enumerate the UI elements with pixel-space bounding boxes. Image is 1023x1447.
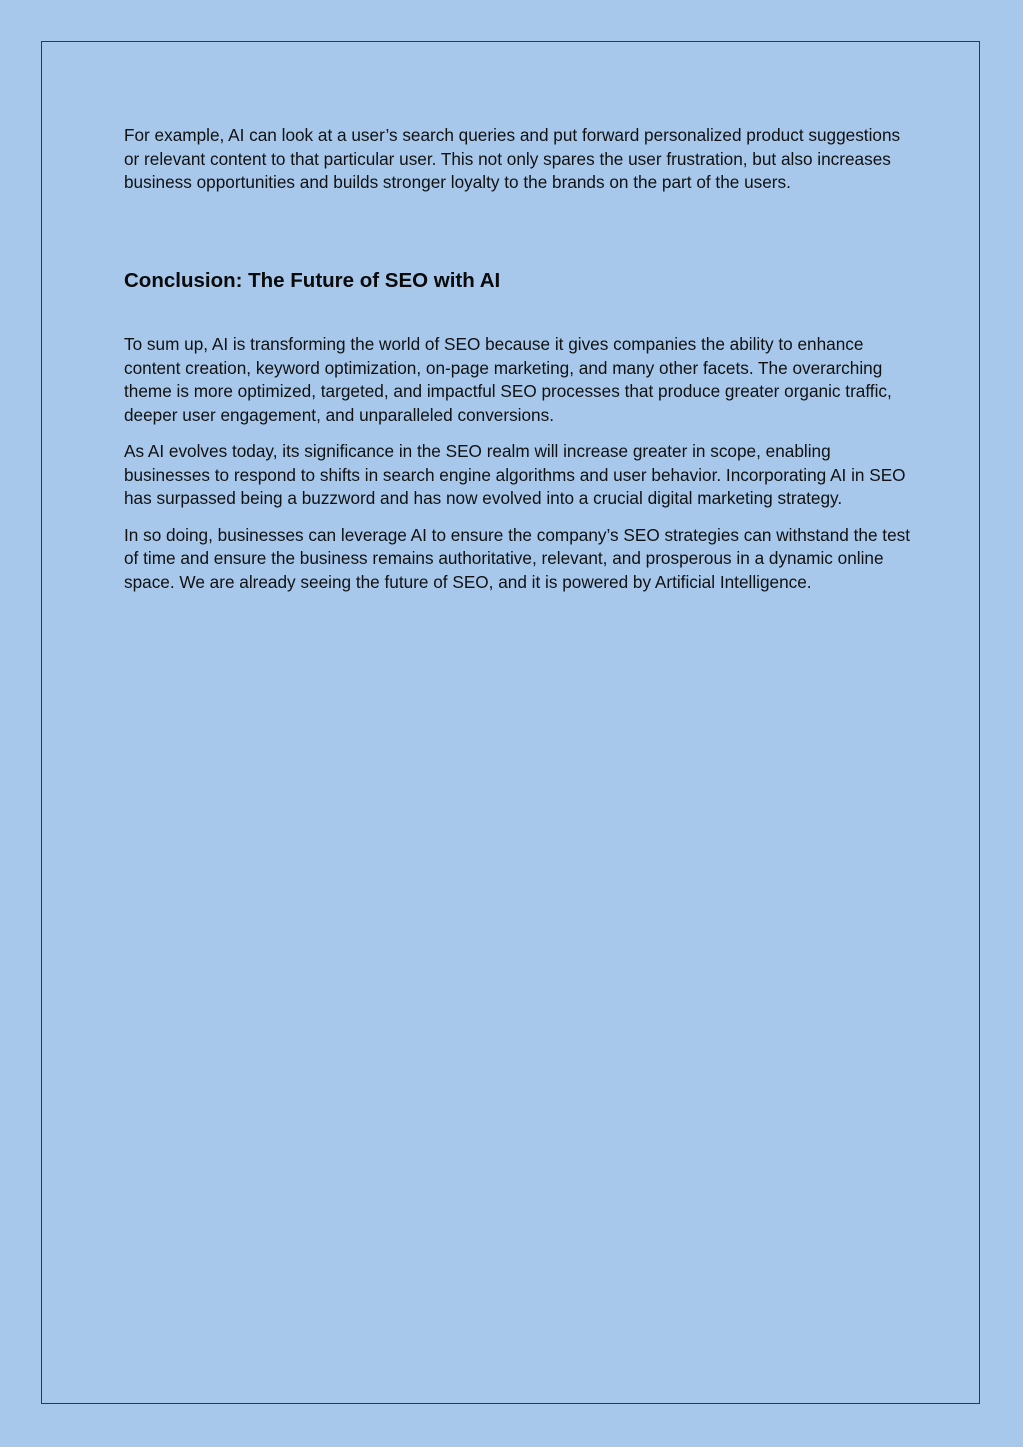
document-content bbox=[124, 124, 914, 592]
conclusion-body bbox=[124, 333, 914, 594]
conclusion-paragraph-1: To sum up, AI is transforming the world of SEO because it gives companies the ability to enhance content creation, keyword optimization, on-page marketing, and many other facets. The overarching theme is more optimized, targeted, and impactful SEO processes that produce greater organic traffic, deeper user engagement, and unparalleled conversions. bbox=[124, 334, 892, 425]
conclusion-paragraph-2: As AI evolves today, its significance in the SEO realm will increase greater in scope, enabling businesses to respond to shifts in search engine algorithms and user behavior. Incorporating AI in SEO has surpassed being a buzzword and has now evolved into a crucial digital marketing strategy. bbox=[124, 441, 906, 508]
section-heading: Conclusion: The Future of SEO with AI bbox=[124, 269, 501, 292]
intro-paragraph: For example, AI can look at a user’s search queries and put forward personalized product suggestions or relevant content to that particular user. This not only spares the user frustration, but also increases business opportunities and builds stronger loyalty to the brands on the part of the users. bbox=[124, 125, 901, 192]
page-frame bbox=[41, 41, 980, 1404]
conclusion-paragraph-3: In so doing, businesses can leverage AI to ensure the company’s SEO strategies can withstand the test of time and ensure the business remains authoritative, relevant, and prosperous in a dynamic online space. We are already seeing the future of SEO, and it is powered by Artificial Intelligence. bbox=[124, 524, 910, 592]
